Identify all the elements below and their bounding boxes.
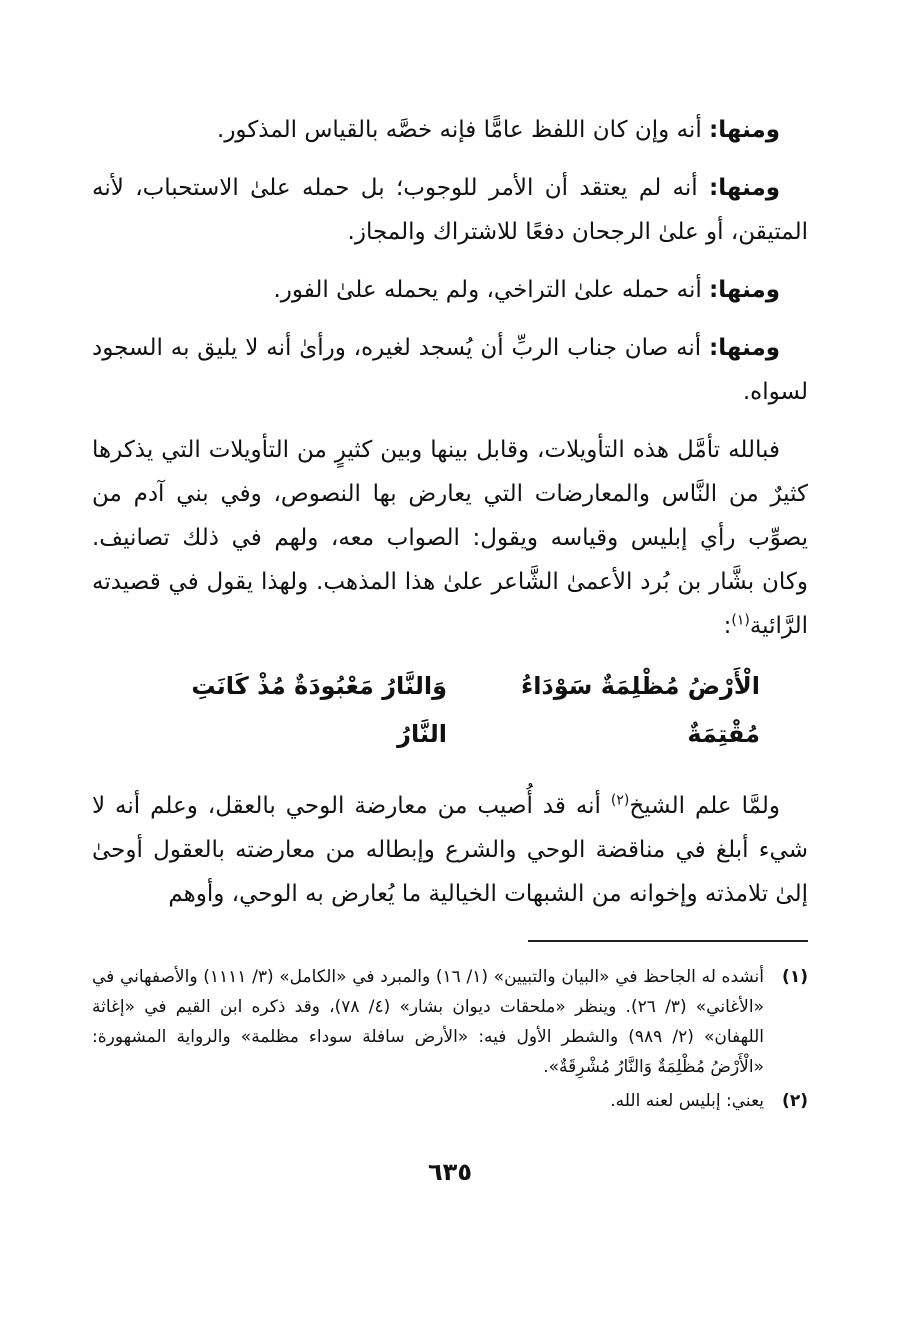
footnote-ref-2[interactable]: (٢): [610, 792, 630, 809]
paragraph-text: أنه حمله علىٰ التراخي، ولم يحمله علىٰ الفور.: [273, 277, 710, 303]
paragraph-text: أنه لم يعتقد أن الأمر للوجوب؛ بل حمله علىٰ الاستحباب، لأنه المتيقن، أو علىٰ الرجحان دفعًا للاشتراك والمجاز.: [92, 175, 808, 245]
footnote-text: أنشده له الجاحظ في «البيان والتبيين» (١/ ١٦) والمبرد في «الكامل» (٣/ ١١١١) والأصفهاني في «الأغاني» (٣/ ٢٦). وينظر «ملحقات ديوان بشار» (٤/ ٧٨)، وقد ذكره ابن القيم في «إغاثة اللهفان» (٢/ ٩٨٩) والشطر الأول فيه: «الأرض سافلة سوداء مظلمة» والرواية المشهورة: «الْأَرْضُ مُظْلِمَةٌ وَالنَّارُ مُشْرِقَةٌ».: [92, 967, 765, 1077]
footnote-text: يعني: إبليس لعنه الله.: [610, 1091, 764, 1111]
paragraph-tail: :: [723, 613, 732, 639]
paragraph-text: ولمَّا علم الشيخ: [629, 793, 781, 819]
paragraph-text: أنه صان جناب الربِّ أن يُسجد لغيره، ورأىٰ أنه لا يليق به السجود لسواه.: [92, 335, 808, 405]
page-number: ٦٣٥: [428, 1158, 472, 1186]
paragraph-lead: ومنها:: [709, 277, 780, 303]
verse-second-hemistich: وَالنَّارُ مَعْبُودَةٌ مُذْ كَانَتِ النَّارُ: [191, 672, 448, 748]
footnotes: [92, 962, 808, 1120]
paragraph-1: [92, 108, 808, 152]
paragraph-lead: ومنها:: [709, 335, 780, 361]
verse-first-hemistich: الْأَرْضُ مُظْلِمَةٌ سَوْدَاءُ مُقْتِمَةٌ: [520, 672, 760, 748]
footnote-number: (٢): [782, 1091, 808, 1111]
paragraph-2: [92, 166, 808, 254]
paragraph-4: [92, 326, 808, 414]
footnote-2: [92, 1086, 808, 1116]
main-text: [92, 108, 808, 930]
paragraph-6: [92, 784, 808, 916]
paragraph-5: [92, 428, 808, 648]
paragraph-text: أنه قد أُصيب من معارضة الوحي بالعقل، وعلم أنه لا شيء أبلغ في مناقضة الوحي والشرع وإبطاله من معارضته بالعقول أوحىٰ إلىٰ تلامذته وإخوانه من الشبهات الخيالية ما يُعارض به الوحي، وأوهم: [92, 793, 808, 907]
footnote-number: (١): [782, 967, 808, 987]
paragraph-text: أنه وإن كان اللفظ عامًّا فإنه خصَّه بالقياس المذكور.: [217, 117, 710, 143]
paragraph-3: [92, 268, 808, 312]
poem-verse: [140, 662, 760, 758]
paragraph-text: فبالله تأمَّل هذه التأويلات، وقابل بينها وبين كثيرٍ من التأويلات التي يذكرها كثيرٌ من النَّاس والمعارضات التي يعارض بها النصوص، وفي بني آدم من يصوِّب رأي إبليس وقياسه ويقول: الصواب معه، ولهم في ذلك تصانيف. وكان بشَّار بن بُرد الأعمىٰ الشَّاعر علىٰ هذا المذهب. ولهذا يقول في قصيدته الرَّائية: [92, 437, 808, 639]
footnote-separator: [528, 940, 808, 942]
paragraph-lead: ومنها:: [709, 175, 780, 201]
footnote-ref-1[interactable]: (١): [731, 612, 750, 629]
paragraph-lead: ومنها:: [709, 117, 780, 143]
footnote-1: [92, 962, 808, 1082]
